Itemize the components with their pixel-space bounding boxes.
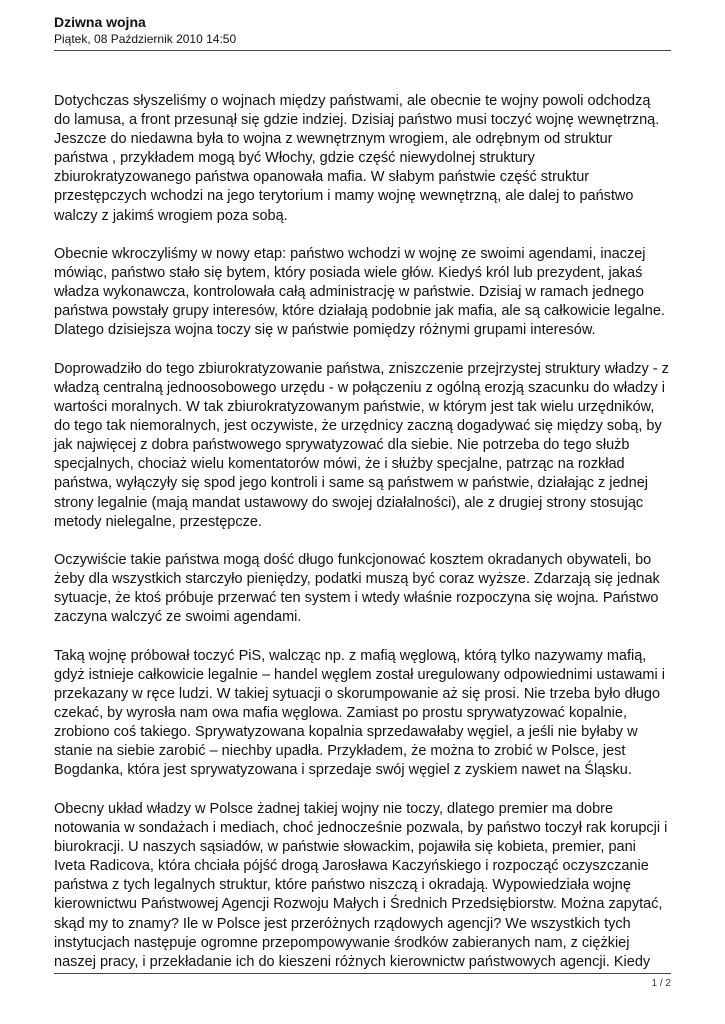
header-divider — [54, 50, 671, 51]
article-paragraph-2: Obecnie wkroczyliśmy w nowy etap: państwo wchodzi w wojnę ze swoimi agendami, inaczej mówiąc, państwo stało się bytem, który posiada wiele głów. Kiedyś król lub prezydent, jakaś władza wykonawcza, kontrolowała całą administrację w państwie. Dzisiaj w ramach jednego państwa powstały grupy interesów, które działają podobnie jak mafia, ale są całkowicie legalne. Dlatego dzisiejsza wojna toczy się w państwie pomiędzy różnymi grupami interesów. — [54, 246, 665, 339]
article-title: Dziwna wojna — [54, 14, 146, 30]
article-paragraph-5: Taką wojnę próbował toczyć PiS, walcząc np. z mafią węglową, którą tylko nazywamy mafią, gdyż istnieje całkowicie legalnie – handel węglem został uregulowany odpowiednimi ustawami i przekazany w ręce ludzi. W takiej sytuacji o skorumpowanie aż się prosi. Nie trzeba było długo czekać, by wyrosła nam owa mafia węglowa. Zamiast po prostu sprywatyzować kopalnie, zrobiono coś takiego. Sprywatyzowana kopalnia sprzedawałaby węgiel, a jeśli nie byłaby w stanie na siebie zarobić – niechby upadła. Przykładem, że można to zrobić w Polsce, jest Bogdanka, która jest sprywatyzowana i sprzedaje swój węgiel z zyskiem nawet na Śląsku. — [54, 647, 665, 779]
article-date: Piątek, 08 Październik 2010 14:50 — [54, 32, 237, 46]
article-header — [54, 14, 671, 47]
article-paragraph-4: Oczywiście takie państwa mogą dość długo funkcjonować kosztem okradanych obywateli, bo żeby dla wszystkich starczyło pieniędzy, podatki muszą być coraz wyższe. Zdarzają się jednak sytuacje, że ktoś próbuje przerwać ten system i wtedy właśnie rozpoczyna się wojna. Państwo zaczyna walczyć ze swoimi agendami. — [54, 552, 660, 626]
article-paragraph-1: Dotychczas słyszeliśmy o wojnach między państwami, ale obecnie te wojny powoli odchodzą do lamusa, a front przesunął się gdzie indziej. Dzisiaj państwo musi toczyć wojnę wewnętrzną. Jeszcze do niedawna była to wojna z wewnętrznym wrogiem, ale odrębnym od struktur państwa , przykładem mogą być Włochy, gdzie część niewydolnej struktury zbiurokratyzowanego państwa opanowała mafia. W słabym państwie część struktur przestępczych wchodzi na jego terytorium i mamy wojnę wewnętrzną, ale dalej to państwo walczy z jakimś wrogiem poza sobą. — [54, 93, 660, 224]
article-paragraph-3: Doprowadziło do tego zbiurokratyzowanie państwa, zniszczenie przejrzystej struktury władzy - z władzą centralną jednoosobowego urzędu - w połączeniu z ogólną erozją szacunku do władzy i wartości moralnych. W tak zbiurokratyzowanym państwie, w którym jest tak wielu urzędników, do tego tak niemoralnych, jest oczywiste, że urzędnicy zaczną dogadywać się między sobą, by jak najwięcej z dobra państwowego sprywatyzować dla siebie. Nie potrzeba do tego służb specjalnych, chociaż wielu komentatorów mówi, że i służby specjalne, patrząc na rozkład państwa, wyłączyły się spod jego kontroli i same są państwem w państwie, działając z jednej strony legalnie (mają mandat ustawowy do swojej działalności), ale z drugiej strony stosując metody nielegalne, przestępcze. — [54, 360, 669, 530]
article-body — [54, 92, 679, 991]
article-paragraph-6: Obecny układ władzy w Polsce żadnej takiej wojny nie toczy, dlatego premier ma dobre notowania w sondażach i mediach, choć jednocześnie pozwala, by państwo toczył rak korupcji i biurokracji. U naszych sąsiadów, w państwie słowackim, pojawiła się kobieta, premier, pani Iveta Radicova, która chciała pójść drogą Jarosława Kaczyńskiego i rozpocząć oczyszczanie państwa z tych legalnych struktur, które państwo niszczą i okradają. Wypowiedziała wojnę kierownictwu Państwowej Agencji Rozwoju Małych i Średnich Przedsiębiorstw. Można zapytać, skąd my to znamy? Ile w Polsce jest przeróżnych rządowych agencji? We wszystkich tych instytucjach następuje ogromne przepompowywanie środków zabieranych nam, z ciężkiej naszej pracy, i przekładanie ich do kieszeni różnych kierownictw państwowych agencji. Kiedy — [54, 800, 668, 970]
footer-divider — [54, 973, 671, 974]
page-number: 1 / 2 — [651, 978, 671, 989]
